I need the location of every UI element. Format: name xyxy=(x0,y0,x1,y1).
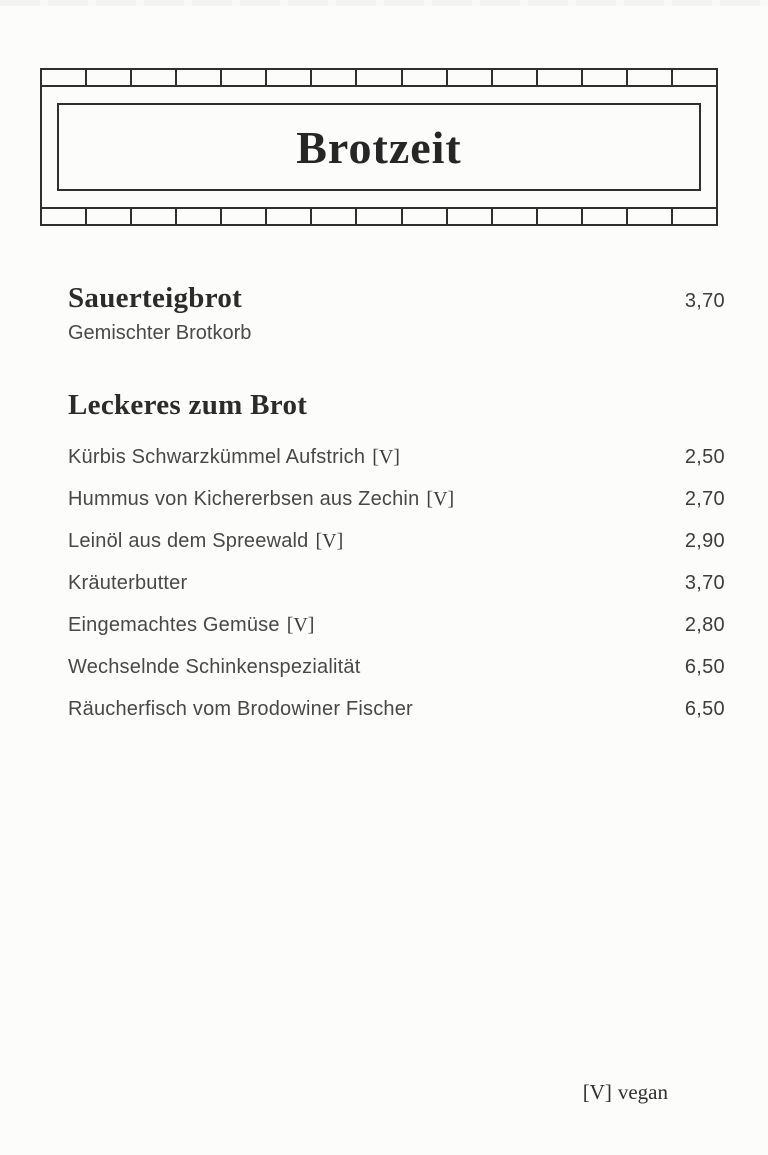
item-price: 6,50 xyxy=(684,697,725,720)
title-frame xyxy=(40,68,718,226)
list-item xyxy=(68,478,725,520)
border-cell xyxy=(87,209,132,224)
border-cell xyxy=(357,209,402,224)
section-leckeres-zum-brot xyxy=(68,389,725,422)
border-cell xyxy=(177,209,222,224)
list-item xyxy=(68,520,725,562)
list-item xyxy=(68,688,725,730)
section-subtitle: Gemischter Brotkorb xyxy=(68,322,252,344)
border-cell xyxy=(538,70,583,85)
border-cell xyxy=(177,70,222,85)
border-cell xyxy=(222,209,267,224)
item-label xyxy=(68,488,454,511)
item-name: Räucherfisch vom Brodowiner Fischer xyxy=(68,697,413,720)
border-cell xyxy=(42,209,87,224)
item-label xyxy=(68,530,343,553)
item-price: 6,50 xyxy=(684,655,725,678)
border-cell xyxy=(222,70,267,85)
vegan-marker: [V] xyxy=(286,613,315,636)
item-price: 2,80 xyxy=(684,613,725,636)
border-cell xyxy=(628,209,673,224)
list-item xyxy=(68,604,725,646)
section-title: Leckeres zum Brot xyxy=(68,389,308,421)
border-cell xyxy=(493,70,538,85)
border-cell xyxy=(87,70,132,85)
section-title: Sauerteigbrot xyxy=(68,282,243,314)
vegan-legend-label: vegan xyxy=(617,1080,668,1104)
item-label xyxy=(68,614,314,637)
frame-bottom-strip xyxy=(42,207,716,224)
list-item xyxy=(68,646,725,688)
vegan-marker: [V] xyxy=(372,445,400,468)
border-cell xyxy=(403,209,448,224)
item-label xyxy=(68,572,187,595)
item-list xyxy=(68,436,725,730)
title-inner-box xyxy=(57,103,701,191)
border-cell xyxy=(673,209,716,224)
item-name: Leinöl aus dem Spreewald xyxy=(68,529,309,552)
vegan-marker: [V] xyxy=(315,529,344,552)
border-cell xyxy=(628,70,673,85)
border-cell xyxy=(42,70,87,85)
menu-content xyxy=(68,226,725,730)
border-cell xyxy=(267,70,312,85)
item-label xyxy=(68,698,413,721)
border-cell xyxy=(312,70,357,85)
page-title: Brotzeit xyxy=(296,121,462,173)
border-cell xyxy=(493,209,538,224)
item-price: 2,50 xyxy=(684,445,725,468)
item-label xyxy=(68,656,360,679)
item-name: Kräuterbutter xyxy=(68,571,188,594)
border-cell xyxy=(357,70,402,85)
item-price: 2,70 xyxy=(684,487,725,510)
vegan-legend xyxy=(583,1080,668,1105)
item-name: Wechselnde Schinkenspezialität xyxy=(68,655,361,678)
border-cell xyxy=(583,70,628,85)
border-cell xyxy=(312,209,357,224)
item-price: 2,90 xyxy=(684,529,725,552)
faded-top-border xyxy=(0,0,768,6)
list-item xyxy=(68,436,725,478)
frame-top-strip xyxy=(42,70,716,87)
item-name: Eingemachtes Gemüse xyxy=(68,613,280,636)
frame-middle xyxy=(42,89,716,205)
border-cell xyxy=(538,209,583,224)
item-name: Kürbis Schwarzkümmel Aufstrich xyxy=(68,445,366,468)
border-cell xyxy=(448,209,493,224)
vegan-marker: [V] xyxy=(426,487,455,510)
border-cell xyxy=(267,209,312,224)
item-price: 3,70 xyxy=(684,571,725,594)
item-price: 3,70 xyxy=(684,290,725,312)
list-item xyxy=(68,562,725,604)
border-cell xyxy=(583,209,628,224)
item-label xyxy=(68,446,400,469)
border-cell xyxy=(448,70,493,85)
vegan-marker: [V] xyxy=(582,1080,612,1104)
border-cell xyxy=(132,209,177,224)
border-cell xyxy=(673,70,716,85)
border-cell xyxy=(403,70,448,85)
item-name: Hummus von Kichererbsen aus Zechin xyxy=(68,487,420,510)
section-sauerteigbrot xyxy=(68,282,725,345)
section-title-row xyxy=(68,282,725,315)
border-cell xyxy=(132,70,177,85)
